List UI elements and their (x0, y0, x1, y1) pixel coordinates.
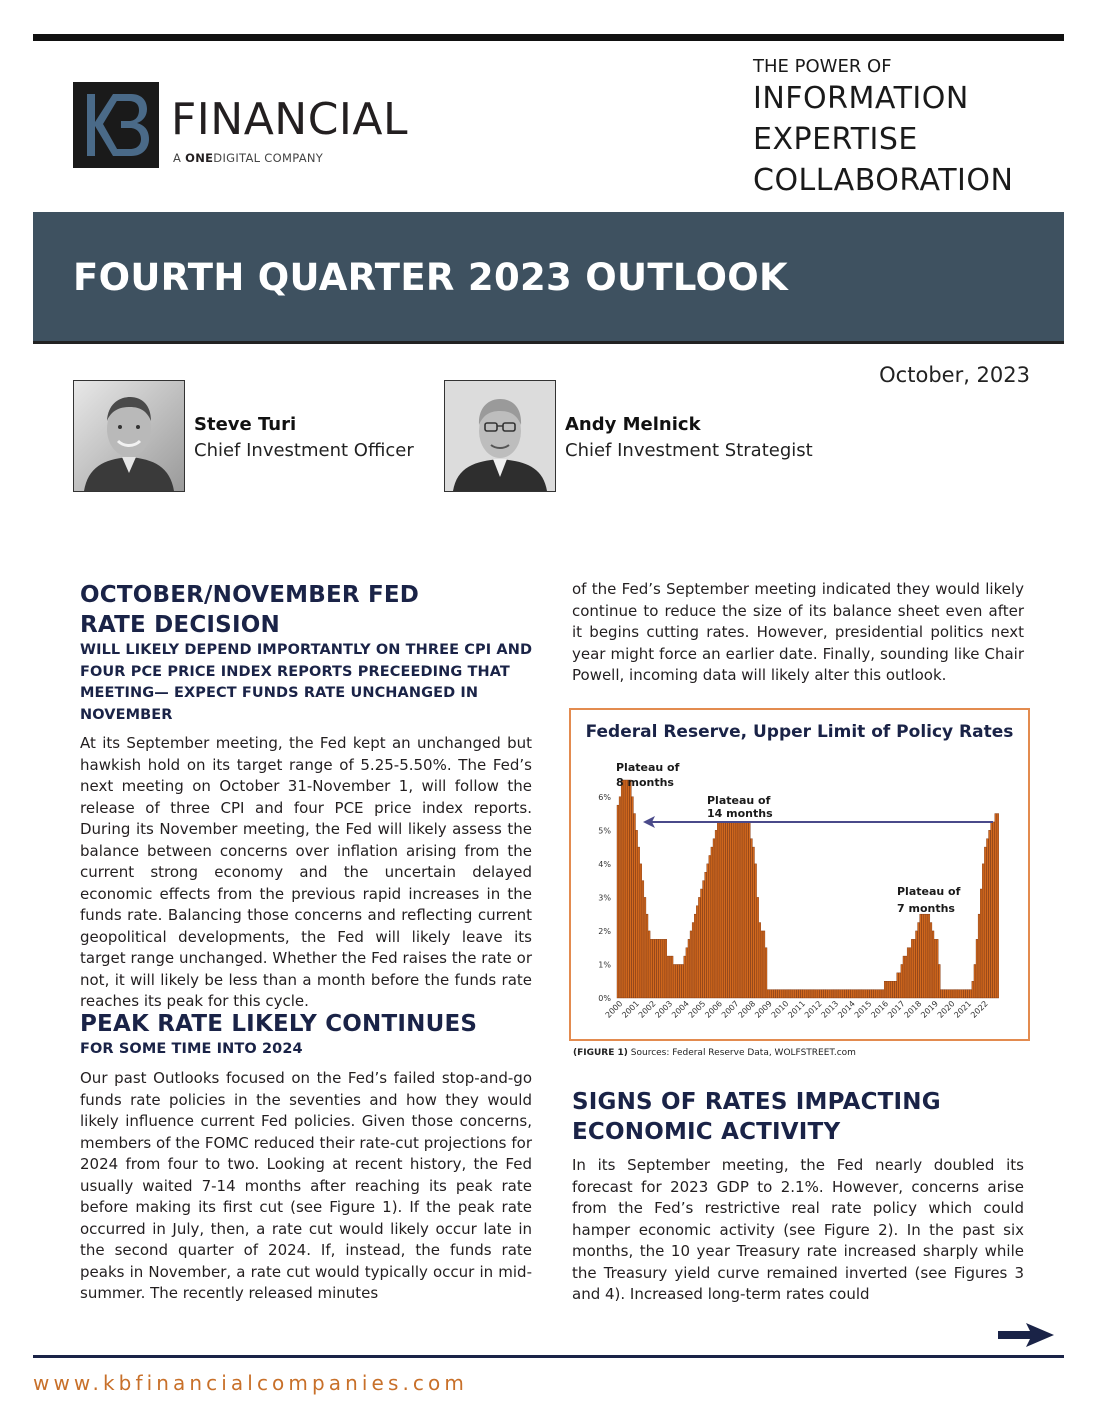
chart-bar (730, 822, 732, 998)
chart-bar (621, 780, 623, 998)
x-tick-label: 2014 (836, 999, 857, 1020)
y-tick-label: 2% (598, 926, 611, 936)
logo-mark (73, 82, 159, 168)
x-tick-label: 2022 (969, 999, 990, 1020)
chart-bar (784, 990, 786, 998)
chart-bar (938, 964, 940, 998)
chart-bar (736, 822, 738, 998)
figure-caption: (FIGURE 1) Sources: Federal Reserve Data, WOLFSTREET.com (573, 1048, 856, 1058)
chart-bar (688, 939, 690, 998)
chart-bar (857, 990, 859, 998)
chart-bar (646, 914, 648, 998)
chart-bar (913, 939, 915, 998)
company-logo (73, 82, 433, 172)
chart-bar (782, 990, 784, 998)
chart-bar (753, 847, 755, 998)
x-tick-label: 2003 (653, 999, 675, 1020)
x-tick-label: 2005 (686, 999, 708, 1020)
section-body-continued: of the Fed’s September meeting indicated they would likely continue to reduce the size of its balance sheet even after it begins cutting rates. However, presidential politics next year might force an earlier date. Finally, sounding like Chair Powell, incoming data will likely alter this outlook. (572, 580, 1024, 684)
chart-bar (847, 990, 849, 998)
x-tick-label: 2012 (802, 999, 824, 1020)
y-tick-label: 0% (598, 994, 611, 1003)
chart-bar (997, 814, 999, 998)
chart-bar (982, 864, 984, 998)
chart-bar (840, 990, 842, 998)
chart-bar (636, 830, 638, 998)
chart-bar (989, 830, 991, 998)
chart-bar (878, 990, 880, 998)
chart-bar (751, 839, 753, 998)
chart-bar (686, 948, 688, 998)
chart-bar (824, 990, 826, 998)
chart-bar (625, 780, 627, 998)
chart-bar (916, 931, 918, 998)
chart-bar (657, 939, 659, 998)
y-tick-label: 4% (598, 859, 611, 869)
chart-bar (703, 881, 705, 998)
chart-bar (765, 948, 767, 998)
chart-bar (638, 847, 640, 998)
chart-bar (966, 990, 968, 998)
chart-bar (738, 822, 740, 998)
logo-subtitle: A ONEDIGITAL COMPANY (173, 151, 324, 165)
chart-bar (694, 914, 696, 998)
chart-bar (949, 990, 951, 998)
section-body: In its September meeting, the Fed nearly doubled its forecast for 2023 GDP to 2.1%. However, concerns arise from the Fed’s restrictive real rate policy which could hamper economic activity (see Figure 2). In the past six months, the 10 year Treasury rate increased sharply while the Treasury yield curve remained inverted (see Figures 3 and 4). Increased long-term rates could (572, 1156, 1024, 1303)
next-page-button[interactable] (996, 1320, 1056, 1350)
chart-bar (959, 990, 961, 998)
section-title: SIGNS OF RATES IMPACTING (572, 1089, 941, 1115)
website-link[interactable]: www.kbfinancialcompanies.com (33, 1371, 468, 1395)
chart-bar (849, 990, 851, 998)
chart-bar (663, 939, 665, 998)
chart-bar (659, 939, 661, 998)
chart-bar (859, 990, 861, 998)
chart-bar (918, 923, 920, 998)
chart-bar (650, 939, 652, 998)
chart-bar (817, 990, 819, 998)
chart-bar (665, 939, 667, 998)
chart-bar (705, 872, 707, 998)
x-tick-label: 2019 (919, 999, 940, 1020)
section-header (80, 1009, 540, 1061)
chart-bar (993, 822, 995, 998)
chart-bar (632, 797, 634, 998)
chart-bar (619, 797, 621, 998)
chart-bar (763, 931, 765, 998)
x-tick-label: 2020 (935, 999, 957, 1020)
chart-bar (719, 822, 721, 998)
chart-bar (761, 931, 763, 998)
chart-bar (853, 990, 855, 998)
chart-title: Federal Reserve, Upper Limit of Policy Rates (585, 722, 1014, 742)
chart-bar (790, 990, 792, 998)
chart-bar (834, 990, 836, 998)
section-header (80, 580, 540, 726)
chart-bar (755, 864, 757, 998)
chart-bar (924, 914, 926, 998)
chart-annotation: Plateau of (707, 794, 771, 807)
chart-bar (830, 990, 832, 998)
chart-bar (826, 990, 828, 998)
section-title: RATE DECISION (80, 612, 280, 638)
x-tick-label: 2013 (819, 999, 841, 1020)
chart-bar (907, 948, 909, 998)
chart-bar (968, 990, 970, 998)
chart-bar (809, 990, 811, 998)
chart-bar (675, 964, 677, 998)
chart-bar (794, 990, 796, 998)
chart-bar (805, 990, 807, 998)
chart-bar (893, 981, 895, 998)
x-tick-label: 2021 (952, 999, 974, 1020)
chart-bar (930, 923, 932, 998)
chart-bar (991, 822, 993, 998)
chart-bar (813, 990, 815, 998)
chart-bar (920, 914, 922, 998)
section-title: OCTOBER/NOVEMBER FED (80, 582, 420, 608)
chart-bar (874, 990, 876, 998)
tagline (753, 56, 1053, 201)
chart-bar (964, 990, 966, 998)
chart-bar (669, 956, 671, 998)
chart-bar (882, 990, 884, 998)
chart-bar (749, 822, 751, 998)
y-tick-label: 6% (598, 792, 611, 802)
chart-bar (630, 780, 632, 998)
chart-bar (842, 990, 844, 998)
x-tick-label: 2000 (603, 999, 625, 1020)
footer-rule (33, 1355, 1064, 1358)
chart-bar (642, 881, 644, 998)
chart-bar (895, 981, 897, 998)
x-tick-label: 2017 (886, 999, 907, 1020)
chart-bar (905, 956, 907, 998)
chart-bar (759, 923, 761, 998)
chart-bar (926, 914, 928, 998)
author-name: Steve Turi (194, 414, 297, 435)
chart-bar (648, 931, 650, 998)
chart-bar (617, 805, 619, 998)
chart-annotation: Plateau of (897, 885, 961, 898)
chart-bar (807, 990, 809, 998)
author-photo (73, 380, 185, 492)
tagline-word: EXPERTISE (753, 122, 918, 157)
chart-bar (734, 822, 736, 998)
section-title: PEAK RATE LIKELY CONTINUES (80, 1011, 478, 1037)
chart-bar (838, 990, 840, 998)
chart-bar (684, 956, 686, 998)
chart-bar (744, 822, 746, 998)
chart-bar (876, 990, 878, 998)
chart-bar (717, 822, 719, 998)
chart-bar (832, 990, 834, 998)
chart-bar (943, 990, 945, 998)
top-rule (33, 34, 1064, 41)
chart-bar (797, 990, 799, 998)
chart-bar (792, 990, 794, 998)
chart-bar (640, 864, 642, 998)
chart-annotation: 7 months (897, 902, 955, 915)
chart-bar (692, 923, 694, 998)
chart-bar (713, 839, 715, 998)
chart-bar (884, 981, 886, 998)
chart-bar (769, 990, 771, 998)
section-body: At its September meeting, the Fed kept an unchanged but hawkish hold on its target range of 5.25-5.50%. The Fed’s next meeting on October 31-November 1, will follow the release of three CPI and four PCE price index reports. During its November meeting, the Fed will likely assess the balance between concerns over inflation arising from the current strong economy and the uncertain delayed economic effects from the previous rapid increases in the funds rate. Balancing those concerns and reflecting current geopolitical developments, the Fed will likely leave its target range unchanged. Whether the Fed raises the rate or not, it will likely be less than a month before the funds rate reaches its peak for this cycle. (80, 734, 532, 1010)
section-subtitle: WILL LIKELY DEPEND IMPORTANTLY ON THREE CPI AND FOUR PCE PRICE INDEX REPORTS PRECEEDING THAT MEETING— EXPECT FUNDS RATE UNCHANGED IN NOVEMBER (80, 642, 533, 723)
chart-bar (922, 914, 924, 998)
chart-bar (936, 939, 938, 998)
chart-bar (799, 990, 801, 998)
chart-bar (863, 990, 865, 998)
chart-bar (671, 956, 673, 998)
chart-bar (945, 990, 947, 998)
title-banner (33, 212, 1064, 344)
chart-bar (897, 973, 899, 998)
tagline-intro: THE POWER OF (753, 56, 892, 77)
figure-1-chart (569, 708, 1030, 1041)
x-tick-label: 2007 (719, 999, 741, 1020)
chart-bar (801, 990, 803, 998)
tagline-word: COLLABORATION (753, 163, 1014, 198)
chart-bar (886, 981, 888, 998)
chart-bar (836, 990, 838, 998)
chart-bar (655, 939, 657, 998)
chart-bar (715, 830, 717, 998)
chart-bar (721, 822, 723, 998)
chart-bar (678, 964, 680, 998)
chart-bar (690, 931, 692, 998)
person-portrait-icon (445, 381, 555, 491)
logo-kb-mark-icon (73, 82, 159, 168)
chart-bar (682, 964, 684, 998)
chart-bar (723, 822, 725, 998)
x-tick-label: 2009 (753, 999, 774, 1020)
chart-bar (890, 981, 892, 998)
chart-bar (855, 990, 857, 998)
chart-bar (970, 990, 972, 998)
chart-bar (953, 990, 955, 998)
logo-wordmark: FINANCIAL (171, 94, 409, 145)
chart-bar (880, 990, 882, 998)
chart-bar (888, 981, 890, 998)
x-tick-label: 2011 (786, 999, 808, 1020)
chart-bar (707, 864, 709, 998)
chart-bar (728, 822, 730, 998)
chart-bar (627, 780, 629, 998)
chart-bar (901, 964, 903, 998)
chart-bar (776, 990, 778, 998)
chart-bar (867, 990, 869, 998)
chart-bar (851, 990, 853, 998)
section-header (572, 1087, 1032, 1147)
chart-bar (742, 822, 744, 998)
chart-bar (780, 990, 782, 998)
chart-bar (957, 990, 959, 998)
chart-bar (980, 889, 982, 998)
x-tick-label: 2008 (736, 999, 758, 1020)
x-tick-label: 2016 (869, 999, 891, 1020)
chart-bar (828, 990, 830, 998)
chart-bar (819, 990, 821, 998)
y-tick-label: 1% (598, 960, 611, 970)
chart-bar (972, 981, 974, 998)
chart-bar (767, 990, 769, 998)
author-photo (444, 380, 556, 492)
chart-bar (928, 914, 930, 998)
chart-bar (774, 990, 776, 998)
chart-canvas (571, 710, 1028, 1039)
chart-annotation: Plateau of (616, 761, 680, 774)
x-tick-label: 2004 (670, 999, 691, 1020)
chart-bar (644, 897, 646, 998)
chart-bar (951, 990, 953, 998)
chart-bar (986, 839, 988, 998)
chart-bar (932, 931, 934, 998)
person-portrait-icon (74, 381, 184, 491)
chart-annotation: 14 months (707, 807, 773, 820)
chart-bar (726, 822, 728, 998)
section-body: Our past Outlooks focused on the Fed’s failed stop-and-go funds rate policies in the seventies and how they would likely influence current Fed policies. Given those concerns, members of the FOMC reduced their rate-cut projections for 2024 from four to two. Looking at recent history, the Fed usually waited 7-14 months after reaching its peak rate before making its first cut (see Figure 1). If the peak rate occurred in July, then, a rate cut would likely occur late in the second quarter of 2024. If, instead, the funds rate peaks in November, a rate cut would typically occur in mid-summer. The recently released minutes (80, 1069, 532, 1302)
chart-bar (623, 780, 625, 998)
chart-bar (709, 855, 711, 998)
chart-bar (673, 964, 675, 998)
x-tick-label: 2002 (636, 999, 658, 1020)
chart-bar (732, 822, 734, 998)
y-tick-label: 5% (598, 826, 611, 836)
chart-bar (788, 990, 790, 998)
chart-bar (947, 990, 949, 998)
chart-bar (995, 814, 997, 998)
chart-bar (911, 939, 913, 998)
chart-bar (803, 990, 805, 998)
chart-bar (903, 956, 905, 998)
publication-date: October, 2023 (879, 363, 1030, 387)
x-tick-label: 2010 (769, 999, 791, 1020)
author-role: Chief Investment Officer (194, 440, 414, 461)
chart-bar (872, 990, 874, 998)
chart-bar (976, 939, 978, 998)
chart-bar (634, 814, 636, 998)
chart-bar (757, 897, 759, 998)
x-tick-label: 2001 (620, 999, 642, 1020)
chart-bar (974, 964, 976, 998)
x-tick-label: 2018 (902, 999, 924, 1020)
chart-bar (941, 990, 943, 998)
chart-bar (698, 897, 700, 998)
chart-bar (771, 990, 773, 998)
chart-bar (680, 964, 682, 998)
section-title: ECONOMIC ACTIVITY (572, 1119, 841, 1145)
chart-bar (909, 948, 911, 998)
chart-bar (845, 990, 847, 998)
chart-bar (934, 939, 936, 998)
chart-bar (978, 914, 980, 998)
y-tick-label: 3% (598, 893, 611, 903)
chart-bar (899, 973, 901, 998)
chart-bar (870, 990, 872, 998)
chart-bar (696, 906, 698, 998)
chart-bar (955, 990, 957, 998)
chart-bar (861, 990, 863, 998)
x-tick-label: 2015 (852, 999, 874, 1020)
section-subtitle: FOR SOME TIME INTO 2024 (80, 1041, 303, 1057)
author-name: Andy Melnick (565, 414, 701, 435)
chart-bar (746, 822, 748, 998)
chart-annotation: 8 months (616, 776, 674, 789)
chart-bar (984, 847, 986, 998)
chart-bar (786, 990, 788, 998)
chart-bar (811, 990, 813, 998)
chart-bar (740, 822, 742, 998)
chart-bar (822, 990, 824, 998)
chart-bar (815, 990, 817, 998)
chart-bar (778, 990, 780, 998)
chart-bar (711, 847, 713, 998)
arrow-right-icon[interactable] (996, 1320, 1056, 1350)
chart-bar (661, 939, 663, 998)
author-role: Chief Investment Strategist (565, 440, 813, 461)
chart-bar (865, 990, 867, 998)
tagline-word: INFORMATION (753, 81, 969, 116)
chart-bar (652, 939, 654, 998)
x-tick-label: 2006 (703, 999, 725, 1020)
chart-bar (701, 889, 703, 998)
chart-bar (961, 990, 963, 998)
chart-bar (667, 956, 669, 998)
page-title: FOURTH QUARTER 2023 OUTLOOK (73, 256, 788, 299)
